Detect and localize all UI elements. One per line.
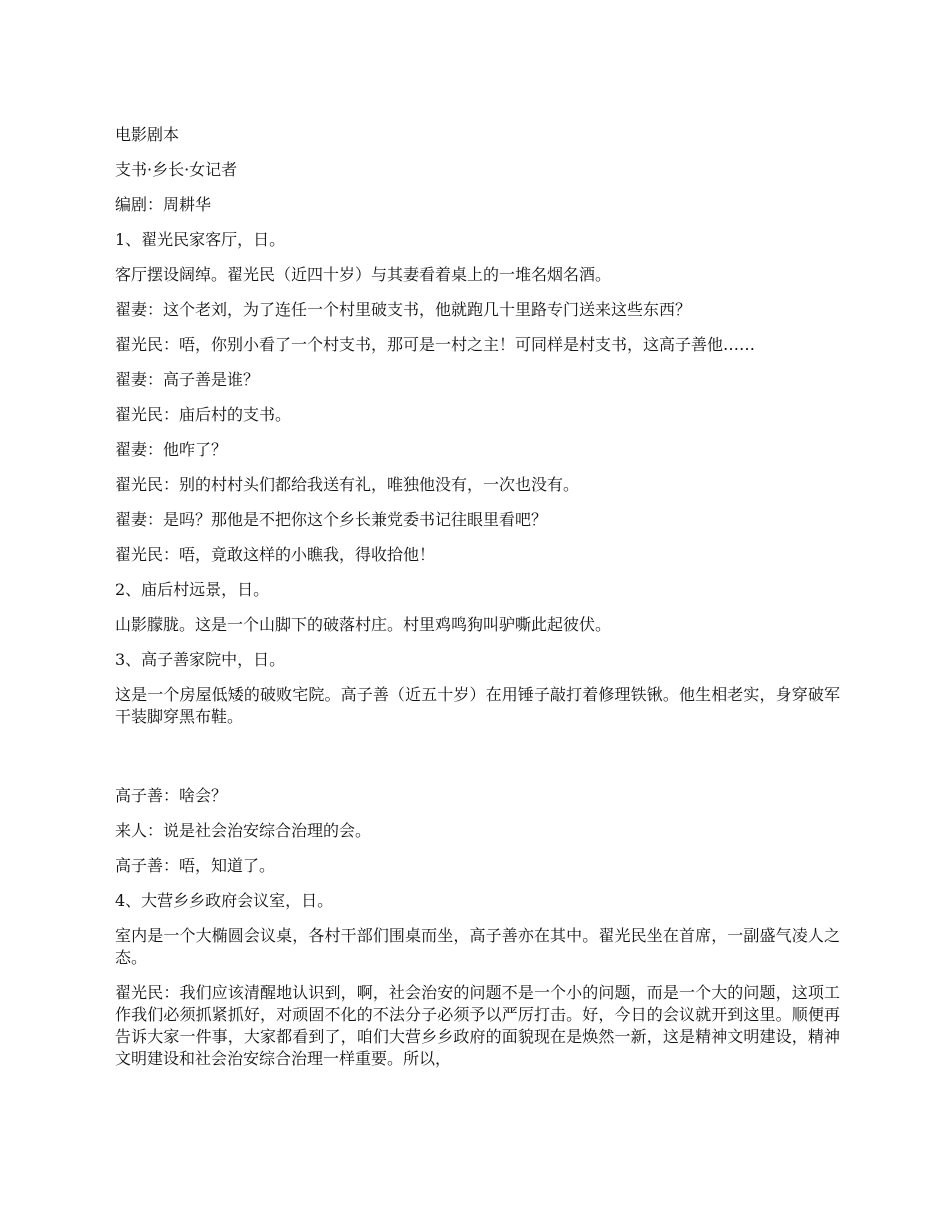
dialogue-line: 翟妻：他咋了？ [115,440,228,459]
author-line: 编剧：周耕华 [115,195,212,214]
dialogue-line: 翟光民：唔，竟敢这样的小瞧我，得收拾他！ [115,545,436,564]
document-page [115,124,840,1083]
blank-gap [115,741,840,785]
dialogue-line: 高子善：啥会？ [115,786,228,805]
doc-type-line: 电影剧本 [115,125,180,144]
screenplay-title: 支书·乡长·女记者 [115,160,238,179]
scene-description: 客厅摆设阔绰。翟光民（近四十岁）与其妻看着桌上的一堆名烟名酒。 [115,265,612,284]
scene-heading: 1、翟光民家客厅，日。 [115,230,286,249]
dialogue-line: 翟光民：别的村村头们都给我送有礼，唯独他没有，一次也没有。 [115,475,580,494]
scene-heading: 2、庙后村远景，日。 [115,580,270,599]
dialogue-line: 来人：说是社会治安综合治理的会。 [115,821,372,840]
dialogue-line: 翟光民：我们应该清醒地认识到，啊，社会治安的问题不是一个小的问题，而是一个大的问题，这项工作我们必须抓紧抓好，对顽固不化的不法分子必须予以严厉打击。好，今日的会议就开到这里。顺便再告诉大家一件事，大家都看到了，咱们大营乡乡政府的面貌现在是焕然一新，这是精神文明建设，精神文明建设和社会治安综合治理一样重要。所以， [115,983,840,1068]
dialogue-line: 翟光民：唔，你别小看了一个村支书，那可是一村之主！可同样是村支书，这高子善他…… [115,335,756,354]
dialogue-line: 翟妻：高子善是谁？ [115,370,260,389]
dialogue-line: 翟光民：庙后村的支书。 [115,405,292,424]
scene-heading: 4、大营乡乡政府会议室，日。 [115,891,334,910]
scene-heading: 3、高子善家院中，日。 [115,650,286,669]
scene-description: 这是一个房屋低矮的破败宅院。高子善（近五十岁）在用锤子敲打着修理铁锹。他生相老实，身穿破军干装脚穿黑布鞋。 [115,685,840,726]
dialogue-line: 翟妻：是吗？那他是不把你这个乡长兼党委书记往眼里看吧？ [115,510,548,529]
scene-description: 室内是一个大椭圆会议桌，各村干部们围桌而坐，高子善亦在其中。翟光民坐在首席，一副盛气凌人之态。 [115,926,840,967]
scene-description: 山影朦胧。这是一个山脚下的破落村庄。村里鸡鸣狗叫驴嘶此起彼伏。 [115,615,612,634]
dialogue-line: 翟妻：这个老刘，为了连任一个村里破支书，他就跑几十里路专门送来这些东西？ [115,300,692,319]
dialogue-line: 高子善：唔，知道了。 [115,856,276,875]
